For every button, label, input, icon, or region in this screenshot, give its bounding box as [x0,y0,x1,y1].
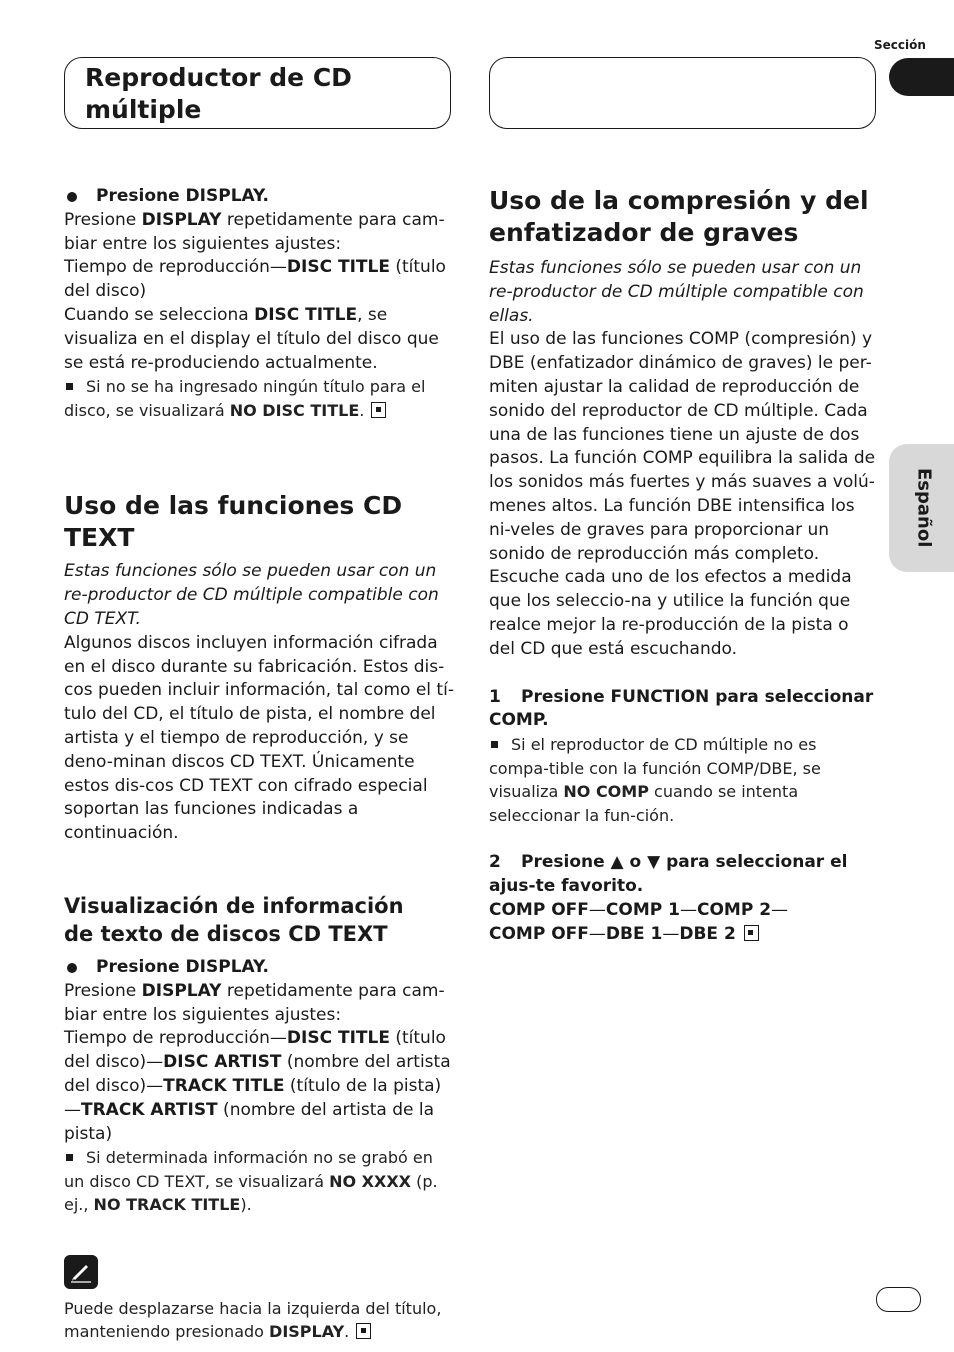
page-number-box [876,1287,921,1312]
subsection-title: Visualización de información de texto de discos CD TEXT [64,893,404,946]
italic-intro: Estas funciones sólo se pueden usar con un re-productor de CD múltiple compatible con ellas. [489,258,864,326]
paragraph: Algunos discos incluyen información cifrada en el disco durante su fabricación. Estos dis-cos pueden incluir información, tal como el tí-tulo del CD, el título de pista, el nombre del artista y el tiempo de reproducción, y se deno-minan discos CD TEXT. Únicamente estos dis-cos CD TEXT con cifrado especial soportan las funciones indicadas a continuación. [64,632,454,844]
square-bullet-icon [491,741,498,748]
language-label: Español [913,468,935,548]
section-title: Uso de la compresión y del enfatizador de graves [489,186,869,247]
step-1: 1 Presione FUNCTION para seleccionar COMP. [489,686,874,731]
bullet-dot-icon [67,963,77,973]
end-mark-icon [744,925,759,941]
memo-pencil-icon [64,1255,98,1289]
square-bullet-icon [66,1154,73,1161]
section-number-tab [889,58,954,96]
note: Si el reproductor de CD múltiple no es compa-tible con la función COMP/DBE, se visualiza NO COMP cuando se intenta seleccionar la fun-ción. [489,735,821,825]
paragraph: Tiempo de reproducción—DISC TITLE (título del disco)—DISC ARTIST (nombre del artista del disco)—TRACK TITLE (título de la pista)—TRACK ARTIST (nombre del artista de la pista) [64,1028,451,1144]
bullet-step: Presione DISPLAY. [64,956,454,980]
paragraph: Tiempo de reproducción—DISC TITLE (título del disco) [64,257,446,302]
paragraph: El uso de las funciones COMP (compresión) y DBE (enfatizador dinámico de graves) le per-miten ajustar la calidad de reproducción de sonido del reproductor de CD múltiple. Cada una de las funciones tiene un ajuste de dos pasos. La función COMP equilibra la salida de los sonidos más fuertes y más suaves a volú-menes altos. La función DBE intensifica los ni-veles de graves para proporcionar un sonido de reproducción más completo. Escuche cada uno de los efectos a medida que los seleccio-na y utilice la función que realce mejor la re-producción de la pista o del CD que está escuchando. [489,329,876,659]
paragraph: Cuando se selecciona DISC TITLE, se visualiza en el display el título del disco que se está re-produciendo actualmente. [64,304,439,373]
paragraph: Presione DISPLAY repetidamente para cam-biar entre los siguientes ajustes: [64,980,445,1025]
end-mark-icon [371,402,386,418]
chapter-title: Reproductor de CD múltiple [85,63,352,124]
paragraph: Presione DISPLAY repetidamente para cam-biar entre los siguientes ajustes: [64,209,445,254]
right-column [489,185,879,946]
chapter-title-box-right [489,57,876,129]
note: Si determinada información no se grabó en un disco CD TEXT, se visualizará NO XXXX (p. ej., NO TRACK TITLE). [64,1148,438,1215]
bullet-dot-icon [67,192,77,202]
setting-sequence: COMP OFF—COMP 1—COMP 2— [489,899,789,920]
section-label: Sección [874,38,926,52]
left-column [64,185,454,1344]
note: Si no se ha ingresado ningún título para el disco, se visualizará NO DISC TITLE. [64,377,426,420]
setting-sequence: COMP OFF—DBE 1—DBE 2 [489,923,879,947]
chapter-title-box [64,57,451,129]
section-title: Uso de las funciones CD TEXT [64,491,403,553]
step-2: 2 Presione ▲ o ▼ para seleccionar el ajus-te favorito. [489,852,848,896]
bullet-step: Presione DISPLAY. [64,185,454,209]
square-bullet-icon [66,383,73,390]
italic-intro: Estas funciones sólo se pueden usar con un re-productor de CD múltiple compatible con CD TEXT. [64,561,439,629]
end-mark-icon [356,1323,371,1339]
memo-text: Puede desplazarse hacia la izquierda del título, manteniendo presionado DISPLAY. [64,1298,442,1342]
